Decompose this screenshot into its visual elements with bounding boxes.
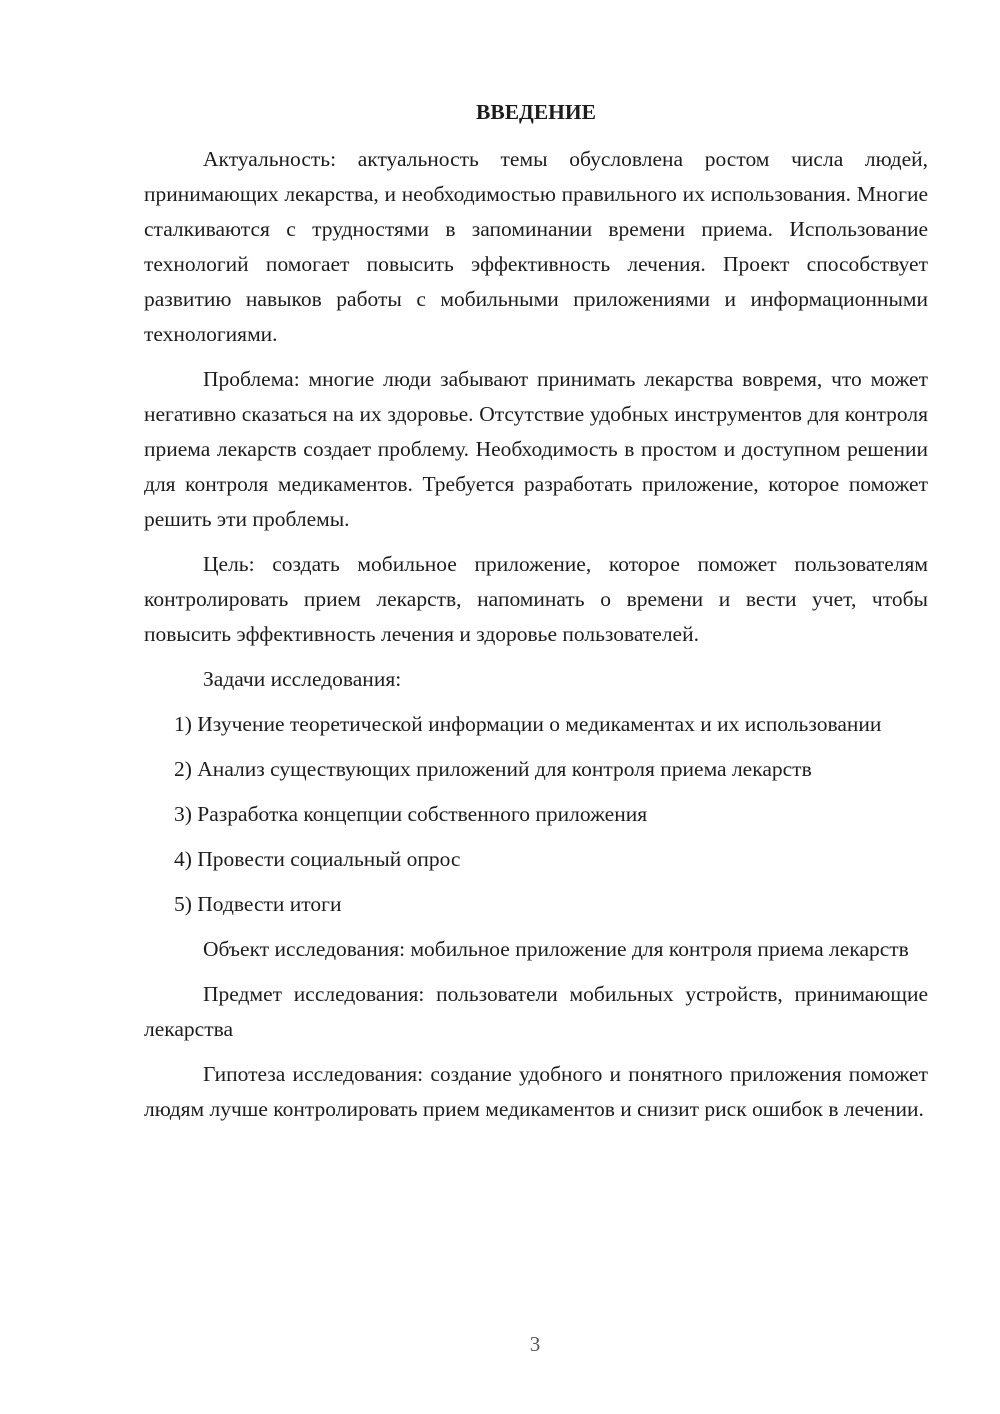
task-item: 3) Разработка концепции собственного приложения	[174, 802, 648, 826]
task-item: 1) Изучение теоретической информации о медикаментах и их использовании	[174, 712, 882, 736]
goal-paragraph: Цель: создать мобильное приложение, которое поможет пользователям контролировать прием лекарств, напоминать о времени и вести учет, чтобы повысить эффективность лечения и здоровье пользователей.	[144, 552, 928, 646]
relevance-paragraph: Актуальность: актуальность темы обусловлена ростом числа людей, принимающих лекарства, и необходимостью правильного их использования. Многие сталкиваются с трудностями в запоминании времени приема. Использование технологий помогает повысить эффективность лечения. Проект способствует развитию навыков работы с мобильными приложениями и информационными технологиями.	[144, 147, 928, 346]
task-item: 2) Анализ существующих приложений для контроля приема лекарств	[174, 757, 812, 781]
task-item: 4) Провести социальный опрос	[174, 847, 461, 871]
task-item: 5) Подвести итоги	[174, 892, 342, 916]
page-content	[144, 95, 928, 1137]
subject-paragraph: Предмет исследования: пользователи мобильных устройств, принимающие лекарства	[144, 982, 928, 1041]
problem-paragraph: Проблема: многие люди забывают принимать лекарства вовремя, что может негативно сказаться на их здоровье. Отсутствие удобных инструментов для контроля приема лекарств создает проблему. Необходимость в простом и доступном решении для контроля медикаментов. Требуется разработать приложение, которое поможет решить эти проблемы.	[144, 367, 928, 531]
page-number: 3	[529, 1332, 541, 1356]
tasks-label: Задачи исследования:	[203, 667, 402, 691]
hypothesis-paragraph: Гипотеза исследования: создание удобного и понятного приложения поможет людям лучше контролировать прием медикаментов и снизит риск ошибок в лечении.	[144, 1062, 928, 1121]
section-heading: ВВЕДЕНИЕ	[476, 100, 596, 124]
object-paragraph: Объект исследования: мобильное приложение для контроля приема лекарств	[203, 937, 909, 961]
